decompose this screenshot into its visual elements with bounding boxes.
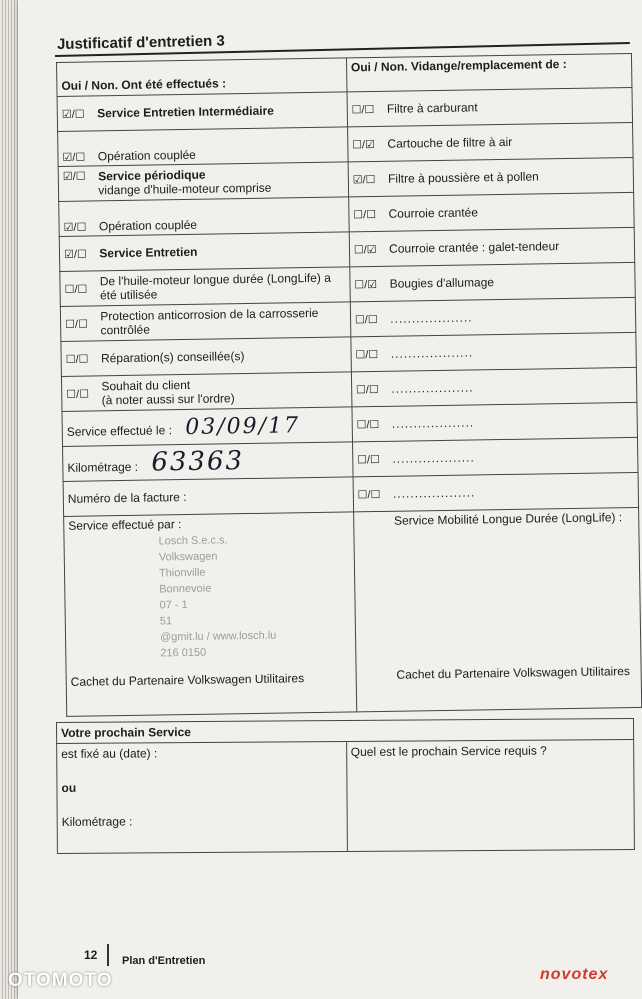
left-row-5 <box>59 232 349 272</box>
stamp-area <box>394 524 636 668</box>
checkbox-pair[interactable]: ☐/☐ <box>351 104 375 117</box>
right-row-2 <box>347 122 633 161</box>
right-row-3 <box>348 157 634 196</box>
checkbox-pair[interactable]: ☑/☐ <box>62 170 86 183</box>
row-label: Service Entretien <box>99 244 198 261</box>
row-label: Filtre à poussière et à pollen <box>387 169 539 186</box>
checkbox-pair[interactable]: ☐/☑ <box>353 243 377 257</box>
service-date-cell <box>62 407 352 447</box>
row-label: Filtre à carburant <box>386 100 478 116</box>
checkbox-pair[interactable]: ☑/☐ <box>62 151 86 164</box>
row-label: Réparation(s) conseillée(s) <box>100 349 245 366</box>
stamp-line: Bonnevoie <box>159 582 212 596</box>
checkbox-pair[interactable]: ☐/☑ <box>352 139 376 152</box>
maintenance-table <box>56 53 642 717</box>
right-row-5 <box>349 227 635 266</box>
next-service-right <box>346 739 634 851</box>
stamp-line: Thionville <box>158 566 206 580</box>
next-mileage-label: Kilométrage : <box>61 814 133 829</box>
stamp-line: 216 0150 <box>160 646 207 660</box>
next-required-label: Quel est le prochain Service requis ? <box>350 743 547 759</box>
row-label: De l'huile-moteur longue durée (LongLife) a été utilisée <box>99 270 331 303</box>
next-service-table <box>56 718 635 854</box>
stamp-line: Losch S.e.c.s. <box>158 534 228 548</box>
row-label: Service périodique <box>98 167 206 184</box>
left-row-9 <box>61 372 351 412</box>
checkbox-pair[interactable]: ☐/☐ <box>355 348 379 362</box>
stamp-line: Volkswagen <box>158 550 218 564</box>
right-header: Oui / Non. Vidange/remplacement de : <box>346 53 632 91</box>
checkbox-pair[interactable]: ☐/☐ <box>354 313 378 327</box>
invoice-label: Numéro de la facture : <box>67 490 187 506</box>
blank-line: ................... <box>391 415 475 431</box>
right-row-12 <box>353 472 639 511</box>
right-row-4 <box>348 192 634 231</box>
service-date-value: 03/09/17 <box>185 412 301 440</box>
service-by-cell <box>64 512 357 717</box>
left-row-2 <box>58 127 348 167</box>
mileage-value: 63363 <box>151 446 245 478</box>
blank-line: ................... <box>392 485 476 501</box>
checkbox-pair[interactable]: ☐/☐ <box>65 353 89 366</box>
row-sublabel: vidange d'huile-moteur comprise <box>98 180 272 198</box>
checkbox-pair[interactable]: ☐/☐ <box>357 488 381 502</box>
left-row-6 <box>60 267 350 307</box>
left-row-1 <box>57 92 347 132</box>
next-or: ou <box>61 780 77 795</box>
next-date-label: est fixé au (date) : <box>61 746 158 761</box>
watermark-left: OTOMOTO <box>8 970 113 991</box>
left-row-4 <box>59 197 349 237</box>
blank-line: ................... <box>390 310 473 326</box>
page-title: Justificatif d'entretien 3 <box>56 32 225 53</box>
stamp-line: 51 <box>159 615 173 628</box>
checkbox-pair[interactable]: ☑/☐ <box>61 108 85 121</box>
dealer-stamp <box>158 530 351 661</box>
row-label: Service Entretien Intermédiaire <box>97 103 274 121</box>
checkbox-pair[interactable]: ☐/☐ <box>356 418 380 432</box>
stamp-line: 07 - 1 <box>159 598 188 612</box>
checkbox-pair[interactable]: ☐/☐ <box>66 388 90 401</box>
right-row-6 <box>350 262 636 301</box>
next-service-header: Votre prochain Service <box>57 718 634 743</box>
longlife-cell <box>353 507 641 711</box>
footer-divider <box>107 944 109 966</box>
footer-text: Plan d'Entretien <box>122 955 206 967</box>
mileage-cell <box>63 442 353 482</box>
row-label: Opération couplée <box>98 217 198 234</box>
service-date-label: Service effectué le : <box>66 422 173 439</box>
blank-line: ................... <box>390 345 474 361</box>
row-sublabel: (à noter aussi sur l'ordre) <box>101 391 235 408</box>
row-label: Cartouche de filtre à air <box>387 134 513 151</box>
checkbox-pair[interactable]: ☐/☑ <box>354 278 378 292</box>
service-by-label: Service effectué par : <box>68 517 182 533</box>
invoice-cell <box>63 477 353 517</box>
right-row-10 <box>352 402 638 441</box>
row-label: Courroie crantée : galet-tendeur <box>389 239 560 256</box>
watermark-right: novotex <box>540 966 609 983</box>
stamp-line: @gmit.lu / www.losch.lu <box>159 629 277 644</box>
cachet-right: Cachet du Partenaire Volkswagen Utilitaires <box>396 664 631 682</box>
row-label: Protection anticorrosion de la carrosserie contrôlée <box>100 305 319 338</box>
left-row-8 <box>61 337 351 377</box>
row-label: Opération couplée <box>97 147 197 164</box>
longlife-label: Service Mobilité Longue Durée (LongLife) : <box>393 510 623 528</box>
checkbox-pair[interactable]: ☐/☐ <box>355 383 379 397</box>
checkbox-pair[interactable]: ☐/☐ <box>356 453 380 467</box>
right-row-7 <box>350 297 636 336</box>
checkbox-pair[interactable]: ☐/☐ <box>65 318 88 331</box>
right-row-9 <box>351 367 637 406</box>
left-row-7 <box>60 302 350 342</box>
mileage-label: Kilométrage : <box>67 459 139 475</box>
page-number: 12 <box>84 948 98 962</box>
row-label: Courroie crantée <box>388 205 479 221</box>
cachet-left: Cachet du Partenaire Volkswagen Utilitaires <box>70 671 305 689</box>
checkbox-pair[interactable]: ☑/☐ <box>63 248 87 261</box>
right-row-8 <box>351 332 637 371</box>
checkbox-pair[interactable]: ☑/☐ <box>63 221 87 234</box>
blank-line: ................... <box>392 450 475 466</box>
row-label: Bougies d'allumage <box>389 275 495 291</box>
checkbox-pair[interactable]: ☐/☐ <box>353 208 377 222</box>
checkbox-pair[interactable]: ☑/☐ <box>352 173 376 187</box>
right-row-11 <box>352 437 638 476</box>
row-label: Souhait du client <box>101 377 191 394</box>
next-service-left <box>57 741 347 853</box>
right-row-1 <box>347 87 633 126</box>
left-header: Oui / Non. Ont été effectués : <box>57 58 347 97</box>
left-row-3 <box>58 162 348 202</box>
blank-line: ................... <box>391 380 474 396</box>
checkbox-pair[interactable]: ☐/☐ <box>64 283 88 296</box>
